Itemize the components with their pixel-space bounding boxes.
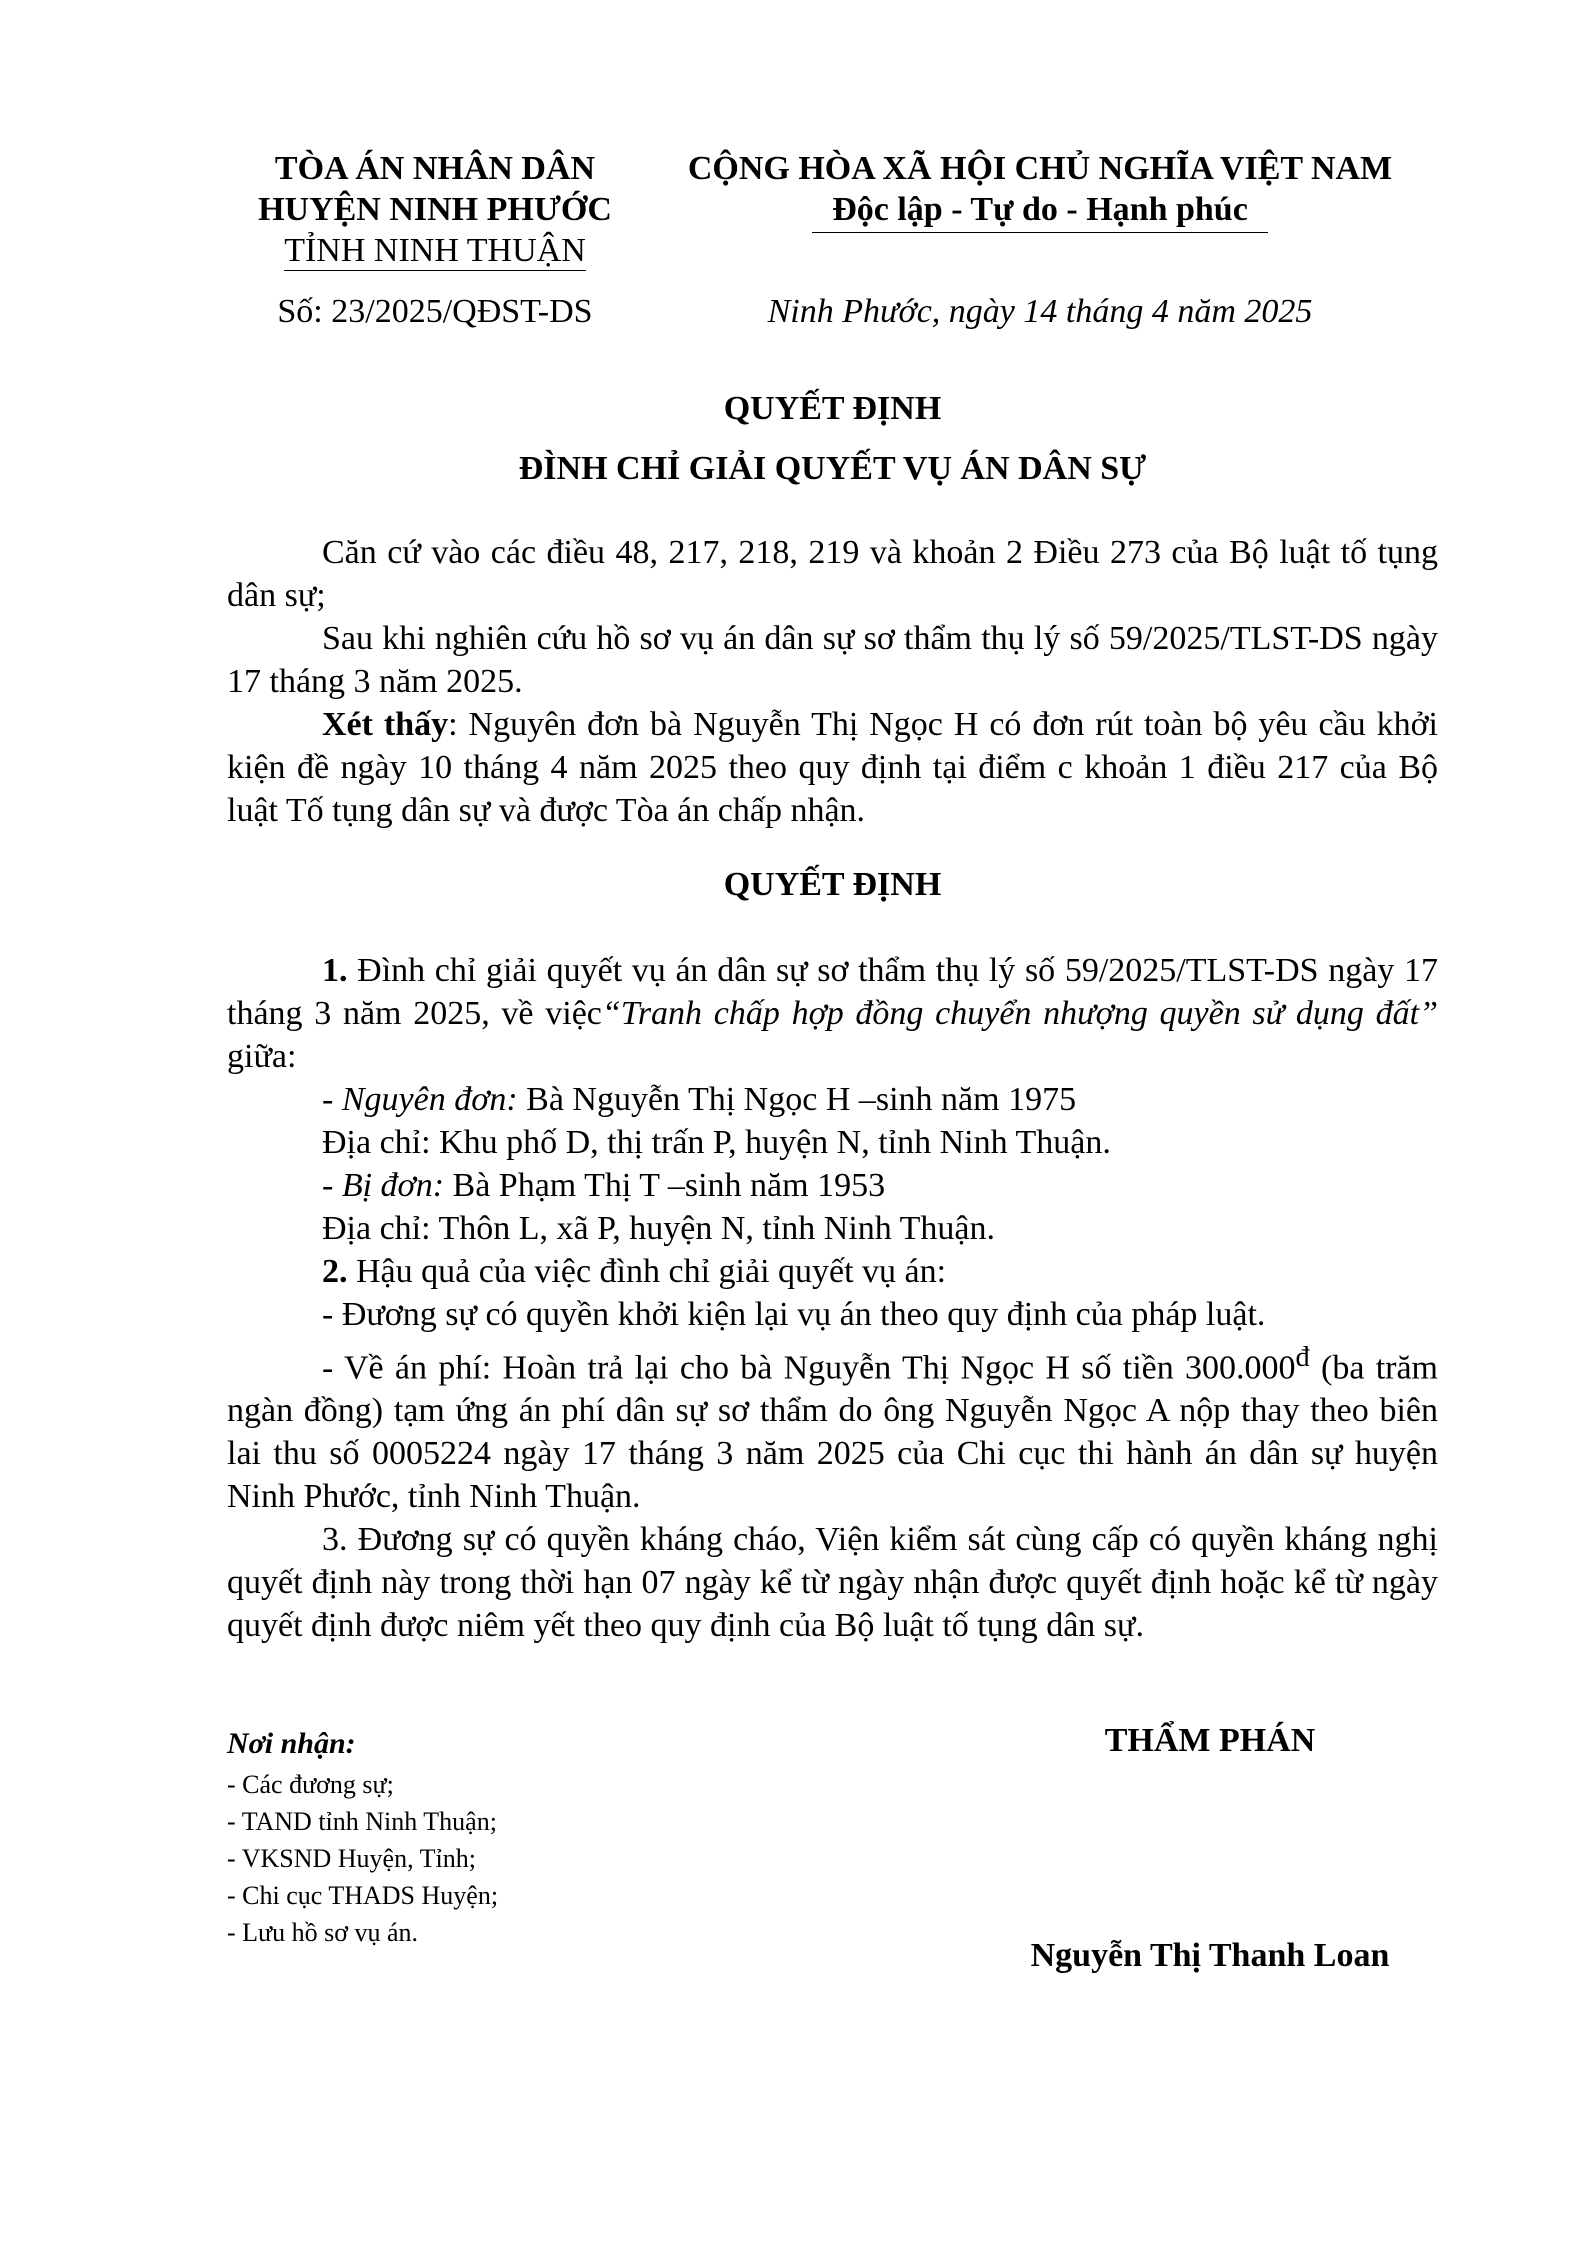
item-1-text: Đình chỉ giải quyết vụ án dân sự sơ thẩm thụ lý số 59/2025/TLST-DS ngày 17 tháng 3 năm 2025, về việc bbox=[227, 952, 1438, 1032]
item-2-bullet-2 bbox=[227, 1336, 1438, 1518]
item-2-bullet-1: - Đương sự có quyền khởi kiện lại vụ án theo quy định của pháp luật. bbox=[322, 1296, 1266, 1333]
fee-text-a: - Về án phí: Hoàn trả lại cho bà Nguyễn Thị Ngọc H số tiền 300.000 bbox=[322, 1349, 1296, 1387]
document-title: QUYẾT ĐỊNH bbox=[723, 390, 942, 427]
recipient-item: - TAND tỉnh Ninh Thuận; bbox=[227, 1807, 497, 1836]
defendant-label: Bị đơn: bbox=[341, 1167, 445, 1204]
recipients-block bbox=[227, 1725, 498, 1951]
recipient-item: - Lưu hồ sơ vụ án. bbox=[227, 1918, 419, 1947]
item-1-tail: giữa: bbox=[227, 1038, 297, 1075]
decision-item-1 bbox=[227, 949, 1438, 1078]
recipient-item: - Các đương sự; bbox=[227, 1770, 394, 1799]
decision-item-2 bbox=[227, 1250, 1438, 1293]
defendant-line: - Bị đơn: Bà Phạm Thị T –sinh năm 1953 bbox=[322, 1167, 886, 1204]
fee-text-b: (ba trăm ngàn đồng) tạm ứng án phí dân sự sơ thẩm do ông Nguyễn Ngọc A nộp thay theo biên lai thu số 0005224 ngày 17 tháng 3 năm 2025 của Chi cục thi hành án dân sự huyện Ninh Phước, tỉnh Ninh Thuận. bbox=[227, 1349, 1439, 1516]
currency-symbol: đ bbox=[1295, 1342, 1310, 1373]
plaintiff-line: - Nguyên đơn: Bà Nguyễn Thị Ngọc H –sinh năm 1975 bbox=[322, 1081, 1077, 1118]
signer-name: Nguyễn Thị Thanh Loan bbox=[1030, 1937, 1390, 1974]
item-1-number: 1. bbox=[322, 952, 348, 989]
basis-paragraph-1: Căn cứ vào các điều 48, 217, 218, 219 và khoản 2 Điều 273 của Bộ luật tố tụng dân sự; bbox=[227, 534, 1438, 614]
recipient-item: - Chi cục THADS Huyện; bbox=[227, 1881, 499, 1910]
document-subtitle: ĐÌNH CHỈ GIẢI QUYẾT VỤ ÁN DÂN SỰ bbox=[518, 450, 1147, 487]
decision-item-3: 3. Đương sự có quyền kháng cháo, Viện kiểm sát cùng cấp có quyền kháng nghị quyết định này trong thời hạn 07 ngày kể từ ngày nhận được quyết định hoặc kể từ ngày quyết định được niêm yết theo quy định của Bộ luật tố tụng dân sự. bbox=[227, 1521, 1438, 1645]
court-name-line1: TÒA ÁN NHÂN DÂN bbox=[274, 150, 596, 187]
court-name-line2: HUYỆN NINH PHƯỚC bbox=[258, 191, 612, 228]
plaintiff-label: Nguyên đơn: bbox=[341, 1081, 518, 1118]
defendant-address: Địa chỉ: Thôn L, xã P, huyện N, tỉnh Ninh Thuận. bbox=[322, 1210, 996, 1247]
document-number: Số: 23/2025/QĐST-DS bbox=[277, 293, 593, 330]
plaintiff-address: Địa chỉ: Khu phố D, thị trấn P, huyện N, tỉnh Ninh Thuận. bbox=[322, 1124, 1111, 1161]
decision-heading: QUYẾT ĐỊNH bbox=[723, 866, 942, 903]
national-title: CỘNG HÒA XÃ HỘI CHỦ NGHĨA VIỆT NAM bbox=[687, 150, 1393, 187]
place-date: Ninh Phước, ngày 14 tháng 4 năm 2025 bbox=[767, 293, 1313, 330]
basis-section bbox=[227, 531, 1438, 832]
recipients-title: Nơi nhận: bbox=[227, 1727, 356, 1760]
national-motto: Độc lập - Tự do - Hạnh phúc bbox=[812, 189, 1268, 233]
item-2-number: 2. bbox=[322, 1253, 348, 1290]
item-2-text: Hậu quả của việc đình chỉ giải quyết vụ án: bbox=[347, 1253, 947, 1290]
national-header bbox=[660, 148, 1420, 233]
consideration-label: Xét thấy bbox=[322, 706, 449, 743]
decision-section bbox=[227, 949, 1438, 1647]
court-province: TỈNH NINH THUẬN bbox=[284, 232, 586, 269]
recipient-item: - VKSND Huyện, Tỉnh; bbox=[227, 1844, 476, 1873]
case-subject: “Tranh chấp hợp đồng chuyển nhượng quyền sử dụng đất” bbox=[601, 995, 1438, 1032]
court-header bbox=[225, 148, 645, 271]
defendant-value: Bà Phạm Thị T –sinh năm 1953 bbox=[444, 1167, 886, 1204]
signer-title: THẨM PHÁN bbox=[1104, 1722, 1316, 1759]
basis-paragraph-3 bbox=[227, 703, 1438, 832]
basis-paragraph-2: Sau khi nghiên cứu hồ sơ vụ án dân sự sơ thẩm thụ lý số 59/2025/TLST-DS ngày 17 tháng 3 năm 2025. bbox=[227, 620, 1438, 700]
consideration-text: : Nguyên đơn bà Nguyễn Thị Ngọc H có đơn rút toàn bộ yêu cầu khởi kiện đề ngày 10 tháng 4 năm 2025 theo quy định tại điểm c khoản 1 điều 217 của Bộ luật Tố tụng dân sự và được Tòa án chấp nhận. bbox=[227, 706, 1438, 829]
plaintiff-value: Bà Nguyễn Thị Ngọc H –sinh năm 1975 bbox=[517, 1081, 1077, 1118]
